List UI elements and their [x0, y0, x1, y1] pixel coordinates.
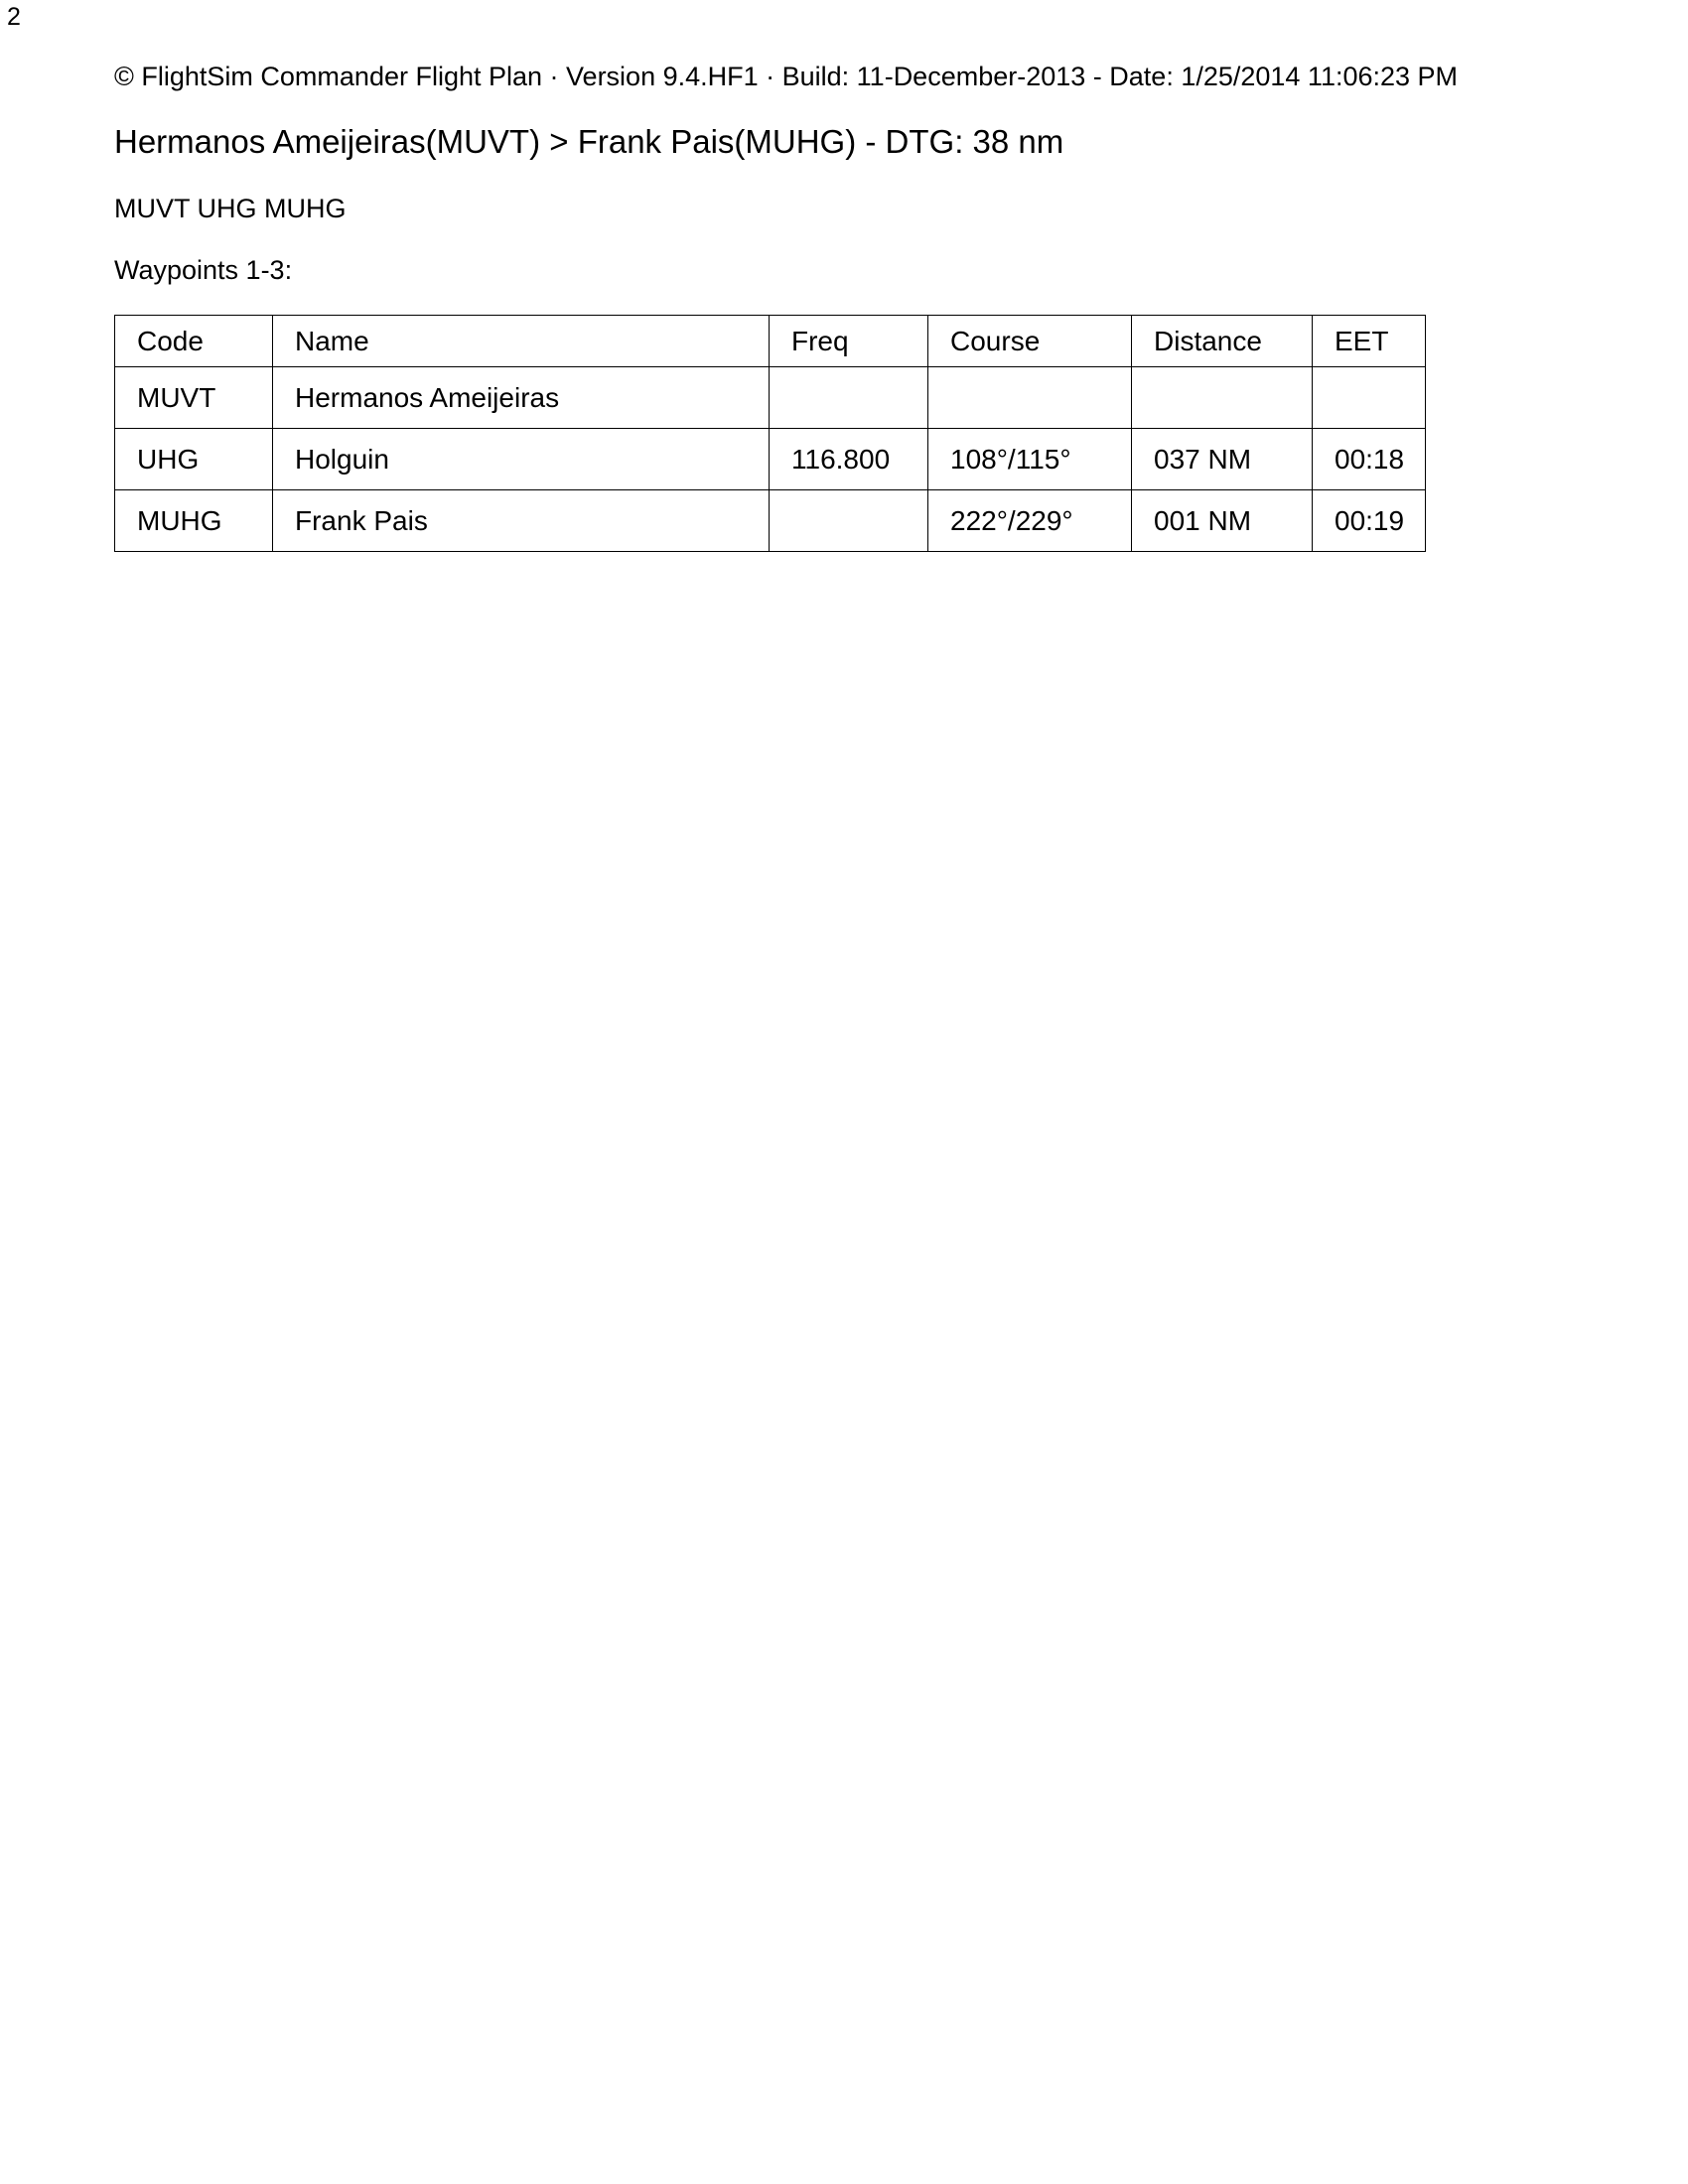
column-header-freq: Freq: [770, 316, 928, 367]
table-header-row: [115, 316, 1426, 367]
table-row: [115, 429, 1426, 490]
column-header-distance: Distance: [1132, 316, 1313, 367]
cell-name: Frank Pais: [273, 490, 770, 552]
cell-freq: 116.800: [770, 429, 928, 490]
cell-eet: 00:18: [1313, 429, 1426, 490]
copyright-header: © FlightSim Commander Flight Plan · Version 9.4.HF1 · Build: 11-December-2013 - Date: 1/25/2014 11:06:23 PM: [114, 62, 1459, 91]
cell-course: 108°/115°: [928, 429, 1132, 490]
cell-distance: [1132, 367, 1313, 429]
cell-freq: [770, 367, 928, 429]
cell-distance: 001 NM: [1132, 490, 1313, 552]
route-string: MUVT UHG MUHG: [114, 194, 347, 223]
column-header-eet: EET: [1313, 316, 1426, 367]
page-number: 2: [7, 3, 21, 31]
table-row: [115, 367, 1426, 429]
cell-code: UHG: [115, 429, 273, 490]
flight-plan-title: Hermanos Ameijeiras(MUVT) > Frank Pais(MUHG) - DTG: 38 nm: [114, 123, 1064, 160]
cell-eet: 00:19: [1313, 490, 1426, 552]
waypoints-label: Waypoints 1-3:: [114, 255, 293, 285]
cell-name: Hermanos Ameijeiras: [273, 367, 770, 429]
cell-eet: [1313, 367, 1426, 429]
cell-freq: [770, 490, 928, 552]
cell-code: MUVT: [115, 367, 273, 429]
cell-course: [928, 367, 1132, 429]
column-header-name: Name: [273, 316, 770, 367]
cell-code: MUHG: [115, 490, 273, 552]
column-header-code: Code: [115, 316, 273, 367]
cell-name: Holguin: [273, 429, 770, 490]
waypoints-table: [114, 315, 1426, 552]
table-row: [115, 490, 1426, 552]
column-header-course: Course: [928, 316, 1132, 367]
cell-course: 222°/229°: [928, 490, 1132, 552]
cell-distance: 037 NM: [1132, 429, 1313, 490]
